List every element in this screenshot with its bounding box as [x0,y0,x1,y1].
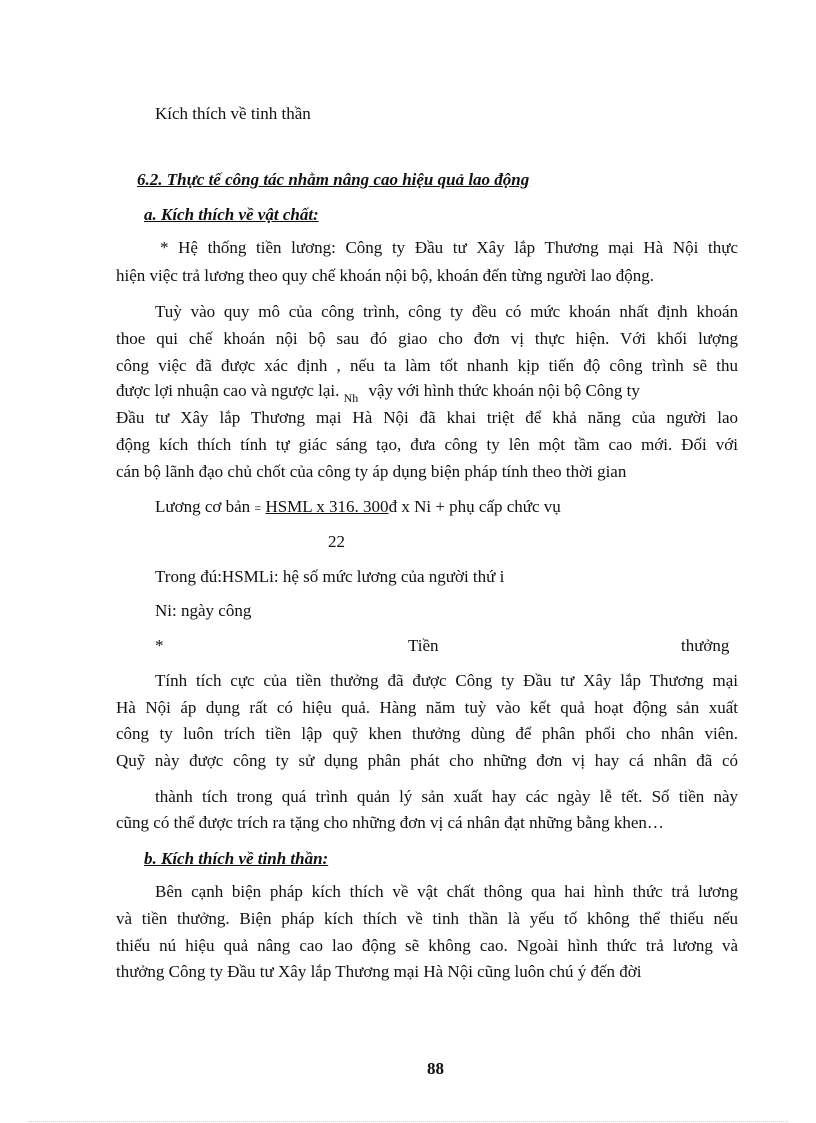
subsection-b-heading: b. Kích thích về tinh thần: [144,849,329,868]
contract-para-line: cán bộ lãnh đạo chủ chốt của công ty áp dụng biện pháp tính theo thời gian [116,462,627,481]
contract-para-line: động kích thích tính tự giác sáng tạo, đưa công ty lên một tầm cao mới. Đối với [116,435,738,454]
contract-para-text: được lợi nhuận cao và ngược lại. [116,381,340,400]
page-number: 88 [427,1059,444,1078]
bonus-para-line: công ty luôn trích tiền lập quỹ khen thưởng dùng để phân phối cho nhân viên. [116,724,738,743]
formula-equals: = [254,501,262,515]
footer-divider [28,1121,788,1122]
bonus-para-line: thành tích trong quá trình quản lý sản xuất hay các ngày lễ tết. Số tiền này [155,787,738,806]
bonus-para-line: cũng có thể được trích ra tặng cho những đơn vị cá nhân đạt những bằng khen… [116,813,664,832]
spirit-para-line: và tiền thưởng. Biện pháp kích thích về tinh thần là yếu tố không thể thiếu nếu [116,909,738,928]
formula-rest: đ x Ni + phụ cấp chức vụ [388,497,561,516]
contract-para-line: Tuỳ vào quy mô của công trình, công ty đều có mức khoán nhất định khoán [155,302,738,321]
spirit-para-line: Bên cạnh biện pháp kích thích về vật chất thông qua hai hình thức trả lương [155,882,738,901]
spirit-para-line: thiếu nú hiệu quả nâng cao lao động sẽ không cao. Ngoài hình thức trả lương và [116,936,738,955]
subsection-a-heading: a. Kích thích về vật chất: [144,205,319,224]
bonus-word: Tiền [408,636,439,655]
salary-para-line: * Hệ thống tiền lương: Công ty Đầu tư Xây lắp Thương mại Hà Nội thực [160,238,738,257]
formula-numerator: HSML x 316. 300 [265,497,389,516]
contract-para-text: vậy với hình thức khoán nội bộ Công ty [368,381,640,400]
definition-line: Trong đú:HSMLi: hệ số mức lương của người thứ i [155,567,505,586]
bonus-star: * [155,636,164,655]
contract-para-line: công việc đã được xác định , nếu ta làm tốt nhanh kịp tiến độ công trình sẽ thu [116,356,738,375]
contract-para-line: thoe qui chế khoán nội bộ sau đó giao cho đơn vị thực hiện. Với khối lượng [116,329,738,348]
bonus-para-line: Tính tích cực của tiền thưởng đã được Công ty Đầu tư Xây lắp Thương mại [155,671,738,690]
bonus-para-line: Hà Nội áp dụng rất có hiệu quả. Hàng năm tuỳ vào kết quả hoạt động sản xuất [116,698,738,717]
formula-denominator: 22 [328,532,345,551]
salary-para-line: hiện việc trả lương theo quy chế khoán nội bộ, khoán đến từng người lao động. [116,266,655,285]
definition-line: Ni: ngày công [155,601,252,620]
formula-label: Lương cơ bản [155,497,251,516]
section-heading: 6.2. Thực tế công tác nhằm nâng cao hiệu quả lao động [137,170,530,189]
bonus-para-line: Quỹ này được công ty sử dụng phân phát cho những đơn vị hay cá nhân đã có [116,751,738,770]
contract-para-subscript: Nh [343,391,359,405]
bonus-word: thưởng [681,636,730,655]
spirit-para-line: thưởng Công ty Đầu tư Xây lắp Thương mại Hà Nội cũng luôn chú ý đến đời [116,962,642,981]
contract-para-line: Đầu tư Xây lắp Thương mại Hà Nội đã khai triệt để khả năng của người lao [116,408,738,427]
intro-line: Kích thích về tinh thần [155,104,311,123]
salary-formula [155,497,561,518]
contract-para-line-4 [116,381,640,405]
